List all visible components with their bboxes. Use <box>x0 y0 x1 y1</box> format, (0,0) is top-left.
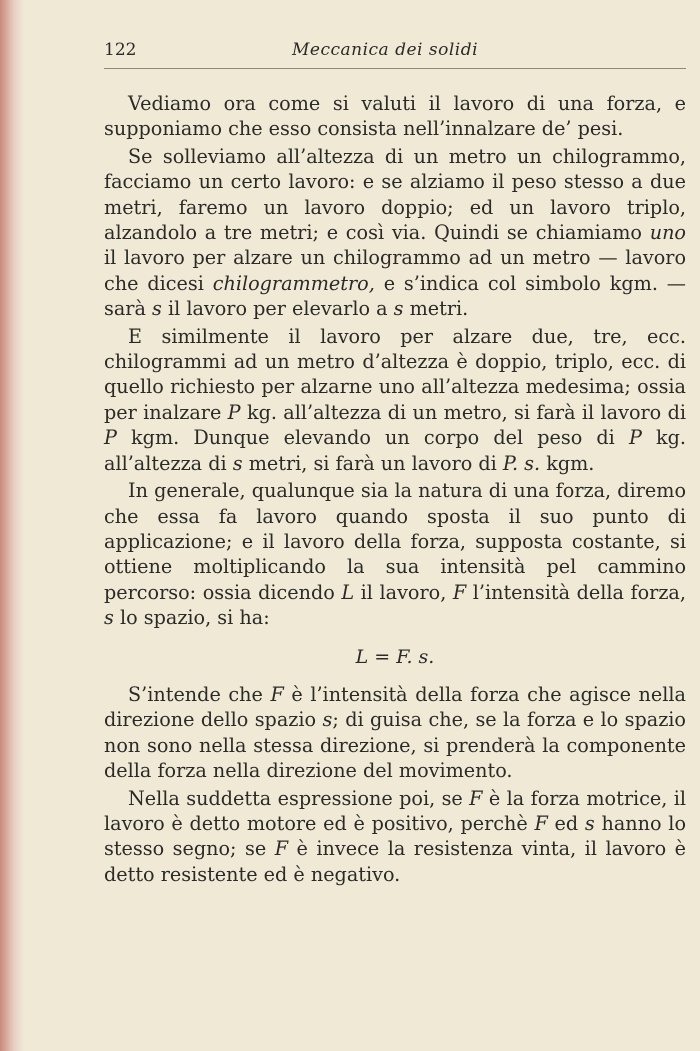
text-run: In generale, qualunque sia la natura di una forza, diremo che essa fa lavoro quando sposta il suo punto di applicazione; e il lavoro della forza, supposta costante, si ottiene moltiplicando la sua intensità pel cammino percorso: ossia dicendo <box>104 479 686 604</box>
italic-run: P. s. <box>502 451 541 475</box>
text-run: il lavoro, <box>354 580 453 604</box>
paragraphs-before-formula <box>104 91 686 631</box>
paragraph <box>104 144 686 322</box>
italic-run: P <box>227 400 241 424</box>
text-run: il lavoro per elevarlo a <box>161 297 394 321</box>
italic-run: s <box>152 297 162 321</box>
italic-run: chilogrammetro, <box>212 271 375 295</box>
paragraph <box>104 324 686 476</box>
text-run: il lavoro per alzare un chilogrammo ad un metro — lavoro che dicesi <box>104 246 686 295</box>
text-run: hanno lo stesso segno; se <box>104 811 687 861</box>
paragraph <box>104 91 686 142</box>
italic-run: L <box>341 580 355 604</box>
text-run: e s’indica col simbolo kgm. — sarà <box>104 271 686 321</box>
page-header <box>104 36 686 69</box>
body-text <box>104 91 686 887</box>
text-run: è invece la resistenza vinta, il lavoro è detto resistente ed è negativo. <box>104 837 686 886</box>
text-run: l’intensità della forza, <box>466 580 686 604</box>
italic-run: F <box>452 580 467 604</box>
text-run: ed <box>547 811 585 835</box>
text-run: è la forza motrice, il lavoro è detto motore ed è positivo, perchè <box>104 786 686 835</box>
text-run: Nella suddetta espressione poi, se <box>128 786 470 810</box>
text-run: è l’intensità della forza che agisce nella direzione dello spazio <box>104 682 686 732</box>
paragraph <box>104 478 686 630</box>
paragraphs-after-formula <box>104 682 686 887</box>
text-run: kg. all’altezza di <box>104 426 686 475</box>
page-number: 122 <box>104 40 137 60</box>
italic-run: uno <box>649 221 686 245</box>
italic-run: s <box>232 451 243 475</box>
italic-run: F <box>534 811 548 835</box>
italic-run: s <box>393 297 404 321</box>
text-run: kgm. Dunque elevando un corpo del peso di <box>116 426 629 450</box>
book-page <box>104 36 686 889</box>
italic-run: F <box>469 786 483 810</box>
text-run: Se solleviamo all’altezza di un metro un chilogrammo, facciamo un certo lavoro: e se alziamo il peso stesso a due metri, faremo un lavoro doppio; ed un lavoro triplo, alzandolo a tre metri; e così via. Quindi se chiamiamo <box>104 144 686 245</box>
text-run: ; di guisa che, se la forza e lo spazio non sono nella stessa direzione, si prenderà la componente della forza nella direzione del movimento. <box>104 708 686 783</box>
italic-run: s <box>584 811 595 835</box>
paragraph <box>104 786 686 888</box>
text-run: kg. all’altezza di un metro, si farà il lavoro di <box>240 400 686 424</box>
text-run: lo spazio, si ha: <box>113 606 270 630</box>
italic-run: s <box>104 606 114 630</box>
italic-run: F <box>274 837 289 861</box>
text-run: E similmente il lavoro per alzare due, tre, ecc. chilogrammi ad un metro d’altezza è doppio, triplo, ecc. di quello richiesto per alzarne uno all’altezza medesima; ossia per inalzare <box>104 324 686 424</box>
running-title: Meccanica dei solidi <box>292 40 479 60</box>
book-spine-shadow <box>0 0 24 1051</box>
text-run: Vediamo ora come si valuti il lavoro di una forza, e supponiamo che esso consista nell’innalzare de’ pesi. <box>104 92 686 141</box>
italic-run: P <box>104 426 117 450</box>
text-run: metri. <box>403 297 469 321</box>
text-run: metri, si farà un lavoro di <box>242 451 503 475</box>
text-run: kgm. <box>540 451 595 475</box>
italic-run: s <box>322 708 333 732</box>
text-run: S’intende che <box>128 682 271 706</box>
formula: L = F. s. <box>355 645 435 668</box>
italic-run: F <box>270 682 284 706</box>
italic-run: P <box>628 426 642 450</box>
paragraph <box>104 682 686 784</box>
